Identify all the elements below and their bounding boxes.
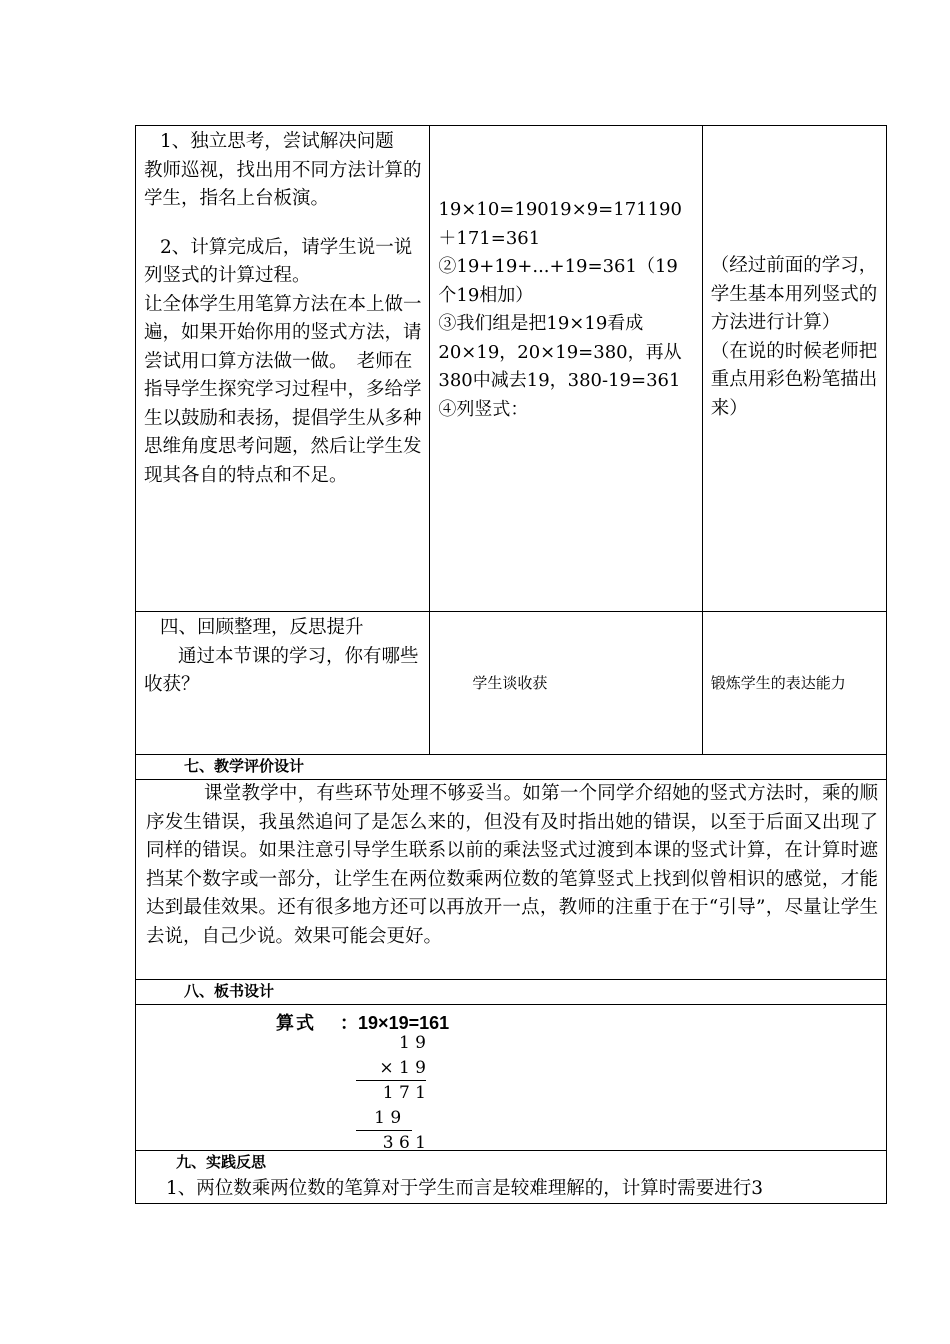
section9-row <box>136 1151 887 1204</box>
section8-heading: 八、板书设计 <box>184 983 275 1000</box>
vertical-row: 3 6 1 <box>382 1133 426 1153</box>
section9-heading: 九、实践反思 <box>176 1154 267 1171</box>
board-design <box>136 1005 886 1153</box>
review-heading: 四、回顾整理，反思提升 <box>160 617 364 638</box>
lesson-table <box>135 125 887 1204</box>
formula-label: 算式 <box>276 1013 316 1033</box>
explore-teacher-cell <box>136 126 430 612</box>
review-question: 通过本节课的学习，你有哪些收获？ <box>144 645 419 695</box>
section9-text: 1、两位数乘两位数的笔算对于学生而言是较难理解的，计算时需要进行3 <box>166 1178 764 1199</box>
intent-1: （经过前面的学习，学生基本用列竖式的方法进行计算） <box>710 255 878 333</box>
row-explore <box>136 126 887 612</box>
formula-value: ：19×19=161 <box>340 1013 450 1033</box>
explore-intent-cell <box>702 126 886 612</box>
section8-body-row <box>136 1005 887 1151</box>
intent-2: （在说的时候老师把重点用彩色粉笔描出来） <box>710 340 878 419</box>
method-4: ④列竖式： <box>438 398 529 420</box>
section7-heading-row <box>136 755 887 780</box>
section7-body-row <box>136 780 887 980</box>
review-teacher-cell <box>136 612 430 755</box>
explore-step-1-detail: 教师巡视，找出用不同方法计算的学生，指名上台板演。 <box>144 159 422 209</box>
review-student-cell <box>430 612 702 755</box>
review-intent-cell <box>702 612 886 755</box>
section8-heading-row <box>136 980 887 1005</box>
vertical-row: 1 9 <box>398 1033 426 1053</box>
explore-step-1: 1、独立思考，尝试解决问题 <box>160 131 394 152</box>
vertical-calculation <box>356 1031 426 1156</box>
lesson-plan-page <box>135 125 887 1204</box>
explore-step-2: 2、计算完成后，请学生说一说列竖式的计算过程。 <box>144 236 413 286</box>
section7-text: 课堂教学中，有些环节处理不够妥当。如第一个同学介绍她的竖式方法时，乘的顺序发生错误，我虽然追问了是怎么来的，但没有及时指出她的错误，以至于后面又出现了同样的错误。如果注意引导学生联系以前的乘法竖式过渡到本课的竖式计算，在计算时遮挡某个数字或一部分，让学生在两位数乘两位数的笔算竖式上找到似曾相识的感觉，才能达到最佳效果。还有很多地方还可以再放开一点，教师的注重于在于“引导”，尽量让学生去说，自己少说。效果可能会更好。 <box>146 783 878 947</box>
explore-student-cell <box>430 126 702 612</box>
row-review <box>136 612 887 755</box>
vertical-row: × 1 9 <box>356 1056 426 1082</box>
method-3: ③我们组是把19×19看成20×19，20×19=380，再从380中减去19，380-19=361 <box>438 313 682 391</box>
explore-step-2-detail: 让全体学生用笔算方法在本上做一遍，如果开始你用的竖式方法，请尝试用口算方法做一做。 老师在指导学生探究学习过程中，多给学生以鼓励和表扬，提倡学生从多种思维角度思考问题，然后让学生发现其各自的特点和不足。 <box>144 293 422 486</box>
section7-heading: 七、教学评价设计 <box>184 758 305 775</box>
review-intent-text: 锻炼学生的表达能力 <box>710 674 846 692</box>
review-student-text: 学生谈收获 <box>472 674 548 692</box>
method-1: 19×10=19019×9=171190＋171=361 <box>438 199 682 249</box>
method-2: ②19+19+...+19=361（19个19相加） <box>438 256 678 306</box>
vertical-row: 1 7 1 <box>382 1083 426 1103</box>
vertical-row: 1 9 <box>356 1106 412 1132</box>
